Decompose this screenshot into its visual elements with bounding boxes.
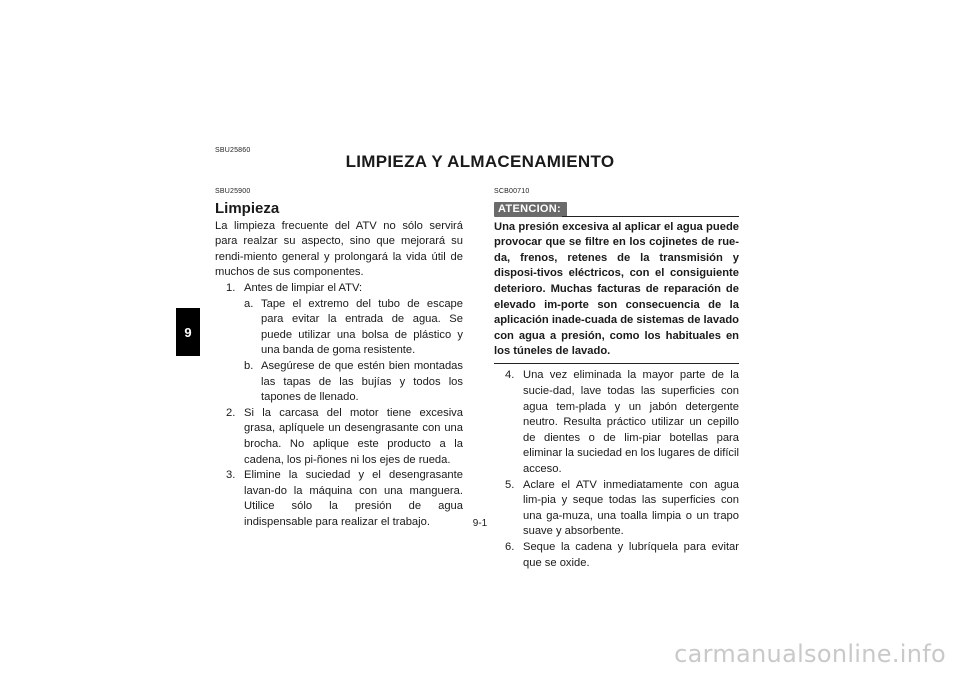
list-item-text: Elimine la suciedad y el desengrasante lavan-do la máquina con una manguera. Utilice sólo la presión de agua indispensable para realizar el trabajo.	[244, 469, 463, 528]
list-item-text: Seque la cadena y lubríquela para evitar que se oxide.	[523, 540, 739, 569]
list-item-number: 1.	[226, 281, 236, 294]
list-item-text: Asegúrese de que estén bien montadas las tapas de las bujías y todos los tapones de llenado.	[261, 359, 463, 404]
list-item	[494, 478, 739, 540]
page-number: 9-1	[472, 518, 488, 529]
right-column	[494, 184, 739, 571]
caution-text: Una presión excesiva al aplicar el agua puede provocar que se filtre en los cojinetes de rue-da, frenos, retenes de la transmisión y disposi-tivos eléctricos, con el consiguiente deterioro. Muchas facturas de reparación de elevado im-porte son consecuencia de la aplicación inade-cuada de sistemas de lavado con agua a presión, como los habituales en los túneles de lavado.	[494, 220, 739, 358]
page-title: LIMPIEZA Y ALMACENAMIENTO	[345, 152, 615, 171]
left-column	[215, 184, 463, 530]
section-heading: Limpieza	[215, 199, 280, 217]
list-item-number: a.	[244, 297, 254, 310]
list-item	[494, 540, 739, 571]
intro-paragraph: La limpieza frecuente del ATV no sólo servirá para realzar su aspecto, sino que mejorará su rendi-miento general y prolongará la vida útil de muchos de sus componentes.	[215, 219, 463, 279]
caution-bottom-rule	[494, 363, 739, 365]
list-item	[215, 359, 463, 406]
list-item	[494, 368, 739, 477]
list-item-text: Tape el extremo del tubo de escape para evitar la entrada de agua. Se puede utilizar una bolsa de plástico y una banda de goma resistente.	[261, 297, 463, 357]
list-item-text: Si la carcasa del motor tiene excesiva grasa, aplíquele un desengrasante con una brocha. No aplique este producto a la cadena, los pi-ñones ni los ejes de rueda.	[244, 406, 463, 466]
caution-label: ATENCION:	[494, 202, 567, 217]
list-item-number: 3.	[226, 469, 236, 482]
list-item-number: b.	[244, 359, 254, 372]
section-code: SBU25860	[215, 147, 251, 154]
list-item-text: Antes de limpiar el ATV:	[244, 281, 363, 294]
list-item-number: 4.	[505, 369, 515, 382]
list-item	[215, 281, 463, 297]
list-item	[215, 297, 463, 359]
watermark: carmanualsonline.info	[674, 640, 946, 668]
list-item-number: 5.	[505, 478, 515, 491]
list-item-text: Una vez eliminada la mayor parte de la sucie-dad, lave todas las superficies con agua tem-plada y un jabón detergente neutro. Resulta práctico utilizar un cepillo de dientes o de lim-piar botellas para eliminar la suciedad en los lugares de difícil acceso.	[523, 369, 739, 475]
list-item	[215, 406, 463, 468]
caution-header	[494, 202, 739, 219]
list-item-number: 2.	[226, 406, 236, 419]
caution-top-rule	[562, 216, 739, 218]
caution-code: SCB00710	[494, 188, 530, 195]
list-item-number: 6.	[505, 540, 515, 553]
list-item-text: Aclare el ATV inmediatamente con agua lim-pia y seque todas las superficies con una ga-muza, una toalla limpia o un trapo suave y absorbente.	[523, 478, 739, 538]
subsection-code: SBU25900	[215, 188, 251, 195]
chapter-tab: 9	[176, 308, 200, 356]
